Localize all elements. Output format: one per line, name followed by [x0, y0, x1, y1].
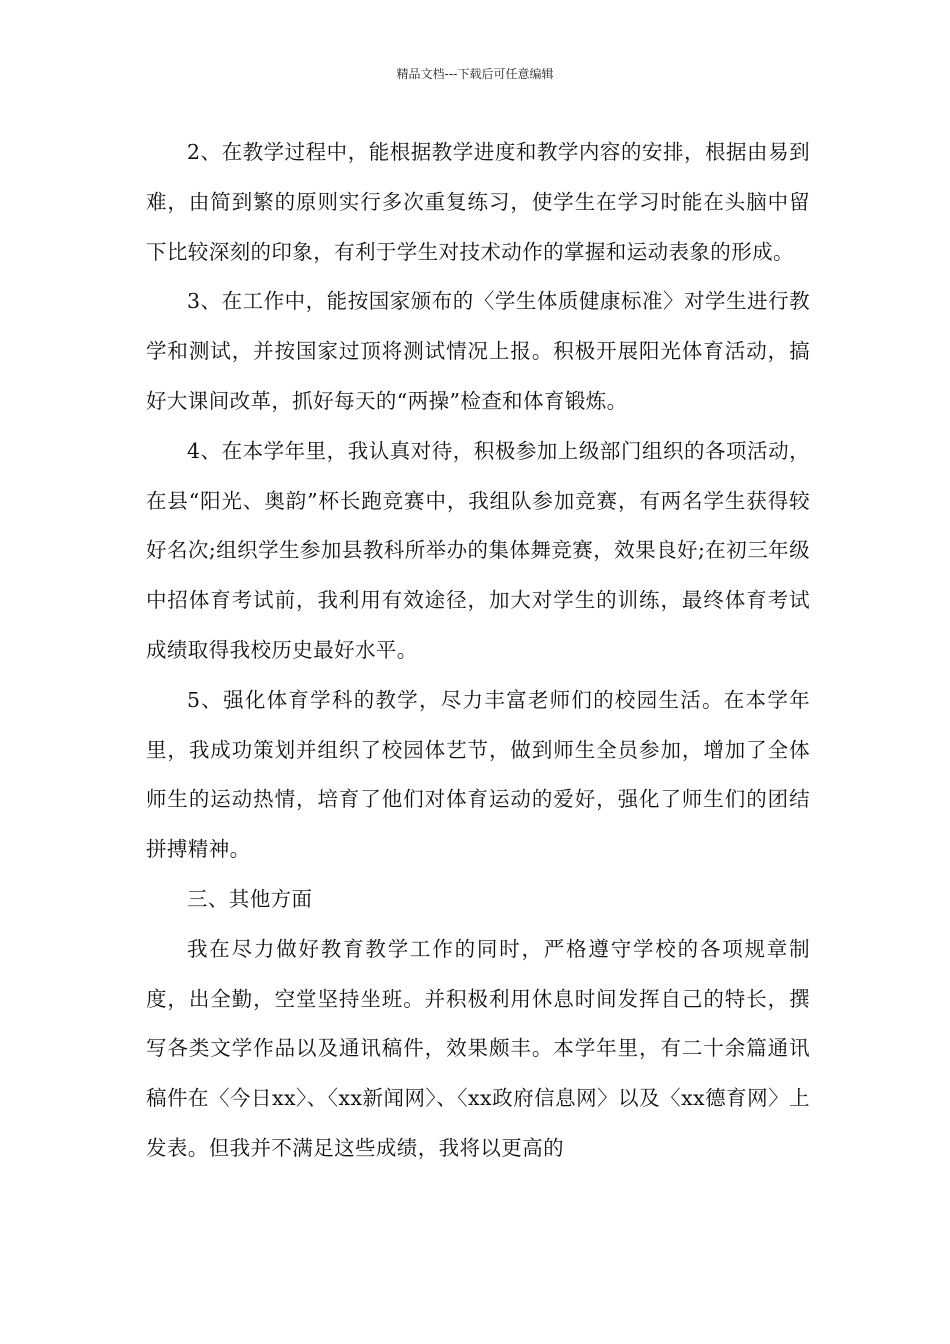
- paragraph-item-4: 4、在本学年里，我认真对待，积极参加上级部门组织的各项活动，在县“阳光、奥韵”杯长跑竞赛中，我组队参加竞赛，有两名学生获得较好名次;组织学生参加县教科所举办的集体舞竞赛，效果良好;在初三年级中招体育考试前，我利用有效途径，加大对学生的训练，最终体育考试成绩取得我校历史最好水平。: [146, 438, 810, 662]
- section-heading-other: 三、其他方面: [187, 886, 313, 911]
- paragraph-item-3: 3、在工作中，能按国家颁布的〈学生体质健康标准〉对学生进行教学和测试，并按国家过顶将测试情况上报。积极开展阳光体育活动，搞好大课间改革，抓好每天的“两操”检查和体育锻炼。: [146, 289, 810, 413]
- paragraph-item-2: 2、在教学过程中，能根据教学进度和教学内容的安排，根据由易到难，由简到繁的原则实行多次重复练习，使学生在学习时能在头脑中留下比较深刻的印象，有利于学生对技术动作的掌握和运动表象的形成。: [146, 140, 810, 264]
- document-body: [146, 128, 810, 1174]
- paragraph-other-aspects: 我在尽力做好教育教学工作的同时，严格遵守学校的各项规章制度，出全勤，空堂坚持坐班。并积极利用休息时间发挥自己的特长，撰写各类文学作品以及通讯稿件，效果颇丰。本学年里，有二十余篇通讯稿件在〈今日xx〉、〈xx新闻网〉、〈xx政府信息网〉以及〈xx德育网〉上发表。但我并不满足这些成绩，我将以更高的: [146, 936, 810, 1160]
- paragraph-item-5: 5、强化体育学科的教学，尽力丰富老师们的校园生活。在本学年里，我成功策划并组织了校园体艺节，做到师生全员参加，增加了全体师生的运动热情，培育了他们对体育运动的爱好，强化了师生们的团结拼搏精神。: [146, 687, 810, 862]
- page-header: 精品文档---下载后可任意编辑: [396, 67, 554, 81]
